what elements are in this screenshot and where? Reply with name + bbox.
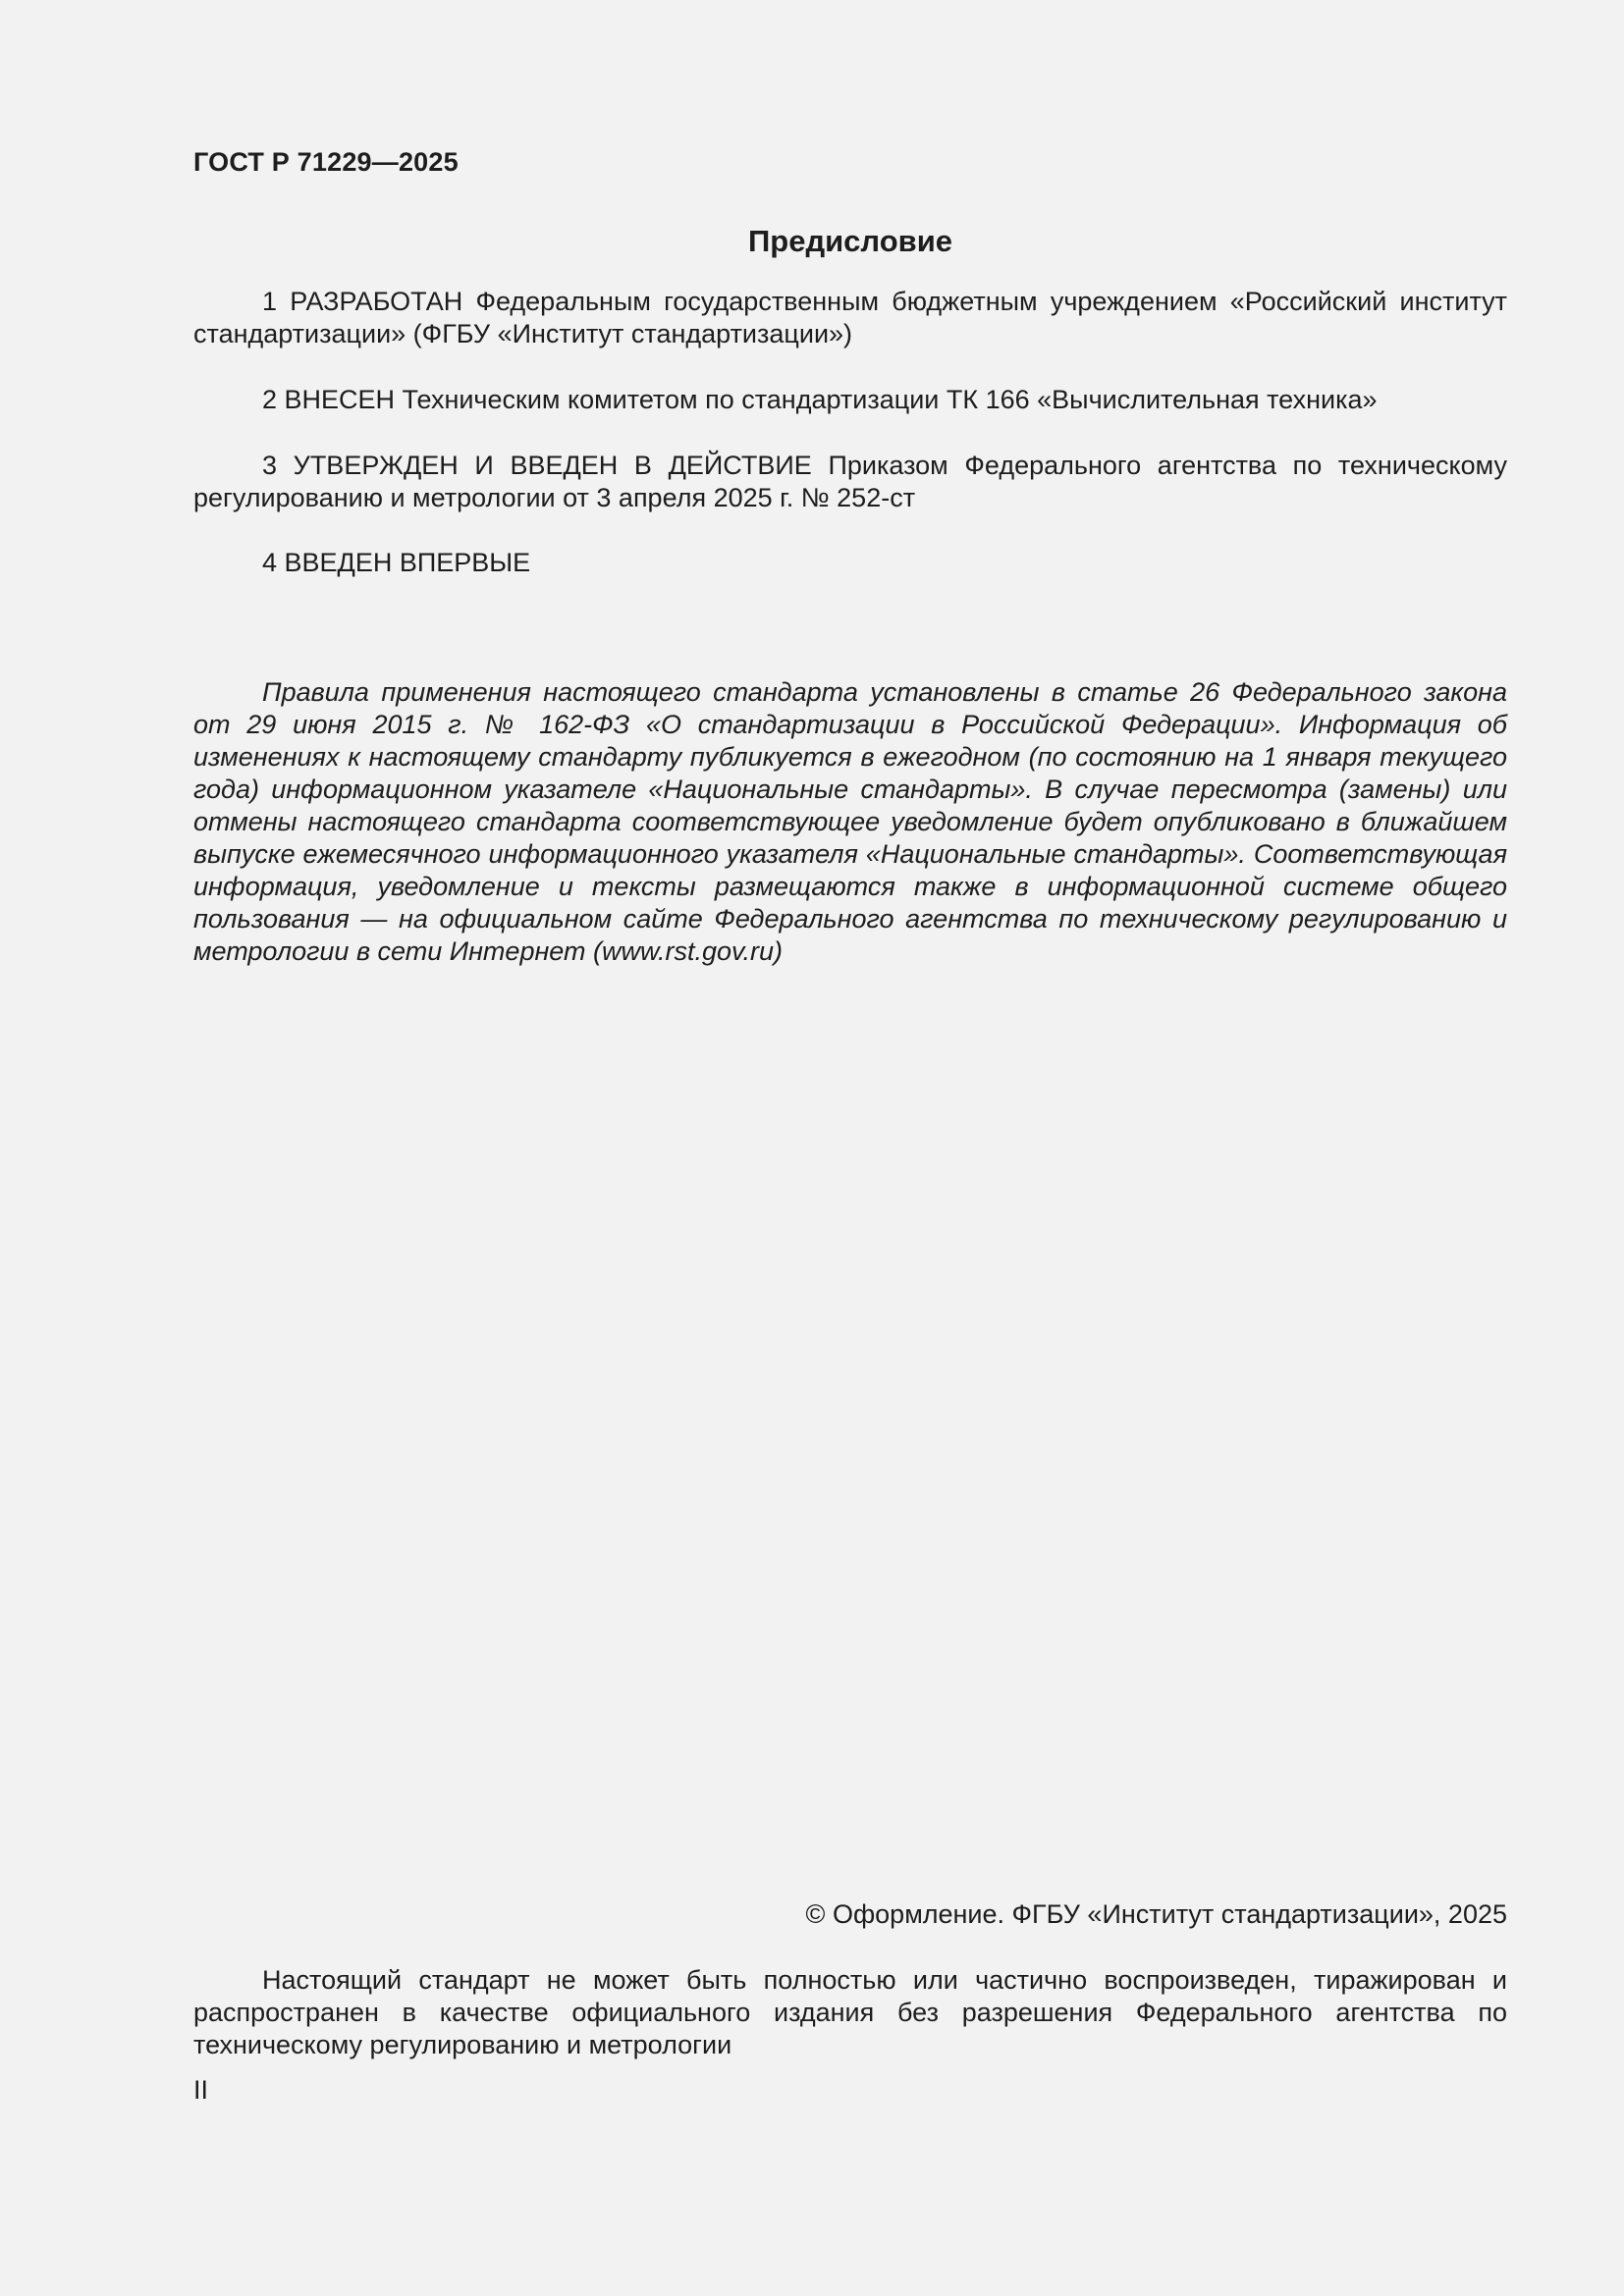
foreword-title: Предисловие: [747, 224, 952, 258]
copyright-line: © Оформление. ФГБУ «Институт стандартизации», 2025: [805, 1899, 1507, 1929]
application-rules-text: Правила применения настоящего стандарта установлены в статье 26 Федерального закона от 29 июня 2015 г. № 162-ФЗ «О стандартизации в Российской Федерации». Информация об изменениях к настоящему стандарту публикуется в ежегодном (по состоянию на 1 января текущего года) информационном указателе «Национальные стандарты». В случае пересмотра (замены) или отмены настоящего стандарта соответствующее уведомление будет опубликовано в ближайшем выпуске ежемесячного информационного указателя «Национальные стандарты». Соответствующая информация, уведомление и тексты размещаются также в информационной системе общего пользования — на официальном сайте Федерального агентства по техническому регулированию и метрологии в сети Интернет (www.rst.gov.ru): [193, 677, 1507, 966]
page-number: II: [193, 2075, 209, 2105]
foreword-item-developed: 1 РАЗРАБОТАН Федеральным государственным бюджетным учреждением «Российский институт стандартизации» (ФГБУ «Институт стандартизации»): [193, 287, 1507, 348]
foreword-item-introduced: 2 ВНЕСЕН Техническим комитетом по стандартизации ТК 166 «Вычислительная техника»: [262, 385, 1378, 414]
document-code: ГОСТ Р 71229—2025: [193, 147, 459, 177]
reproduction-notice: Настоящий стандарт не может быть полностью или частично воспроизведен, тиражирован и распространен в качестве официального издания без разрешения Федерального агентства по техническому регулированию и метрологии: [193, 1965, 1507, 2059]
foreword-item-first-introduced: 4 ВВЕДЕН ВПЕРВЫЕ: [262, 548, 531, 577]
foreword-item-approved: 3 УТВЕРЖДЕН И ВВЕДЕН В ДЕЙСТВИЕ Приказом Федерального агентства по техническому регулированию и метрологии от 3 апреля 2025 г. № 252-ст: [193, 451, 1507, 512]
